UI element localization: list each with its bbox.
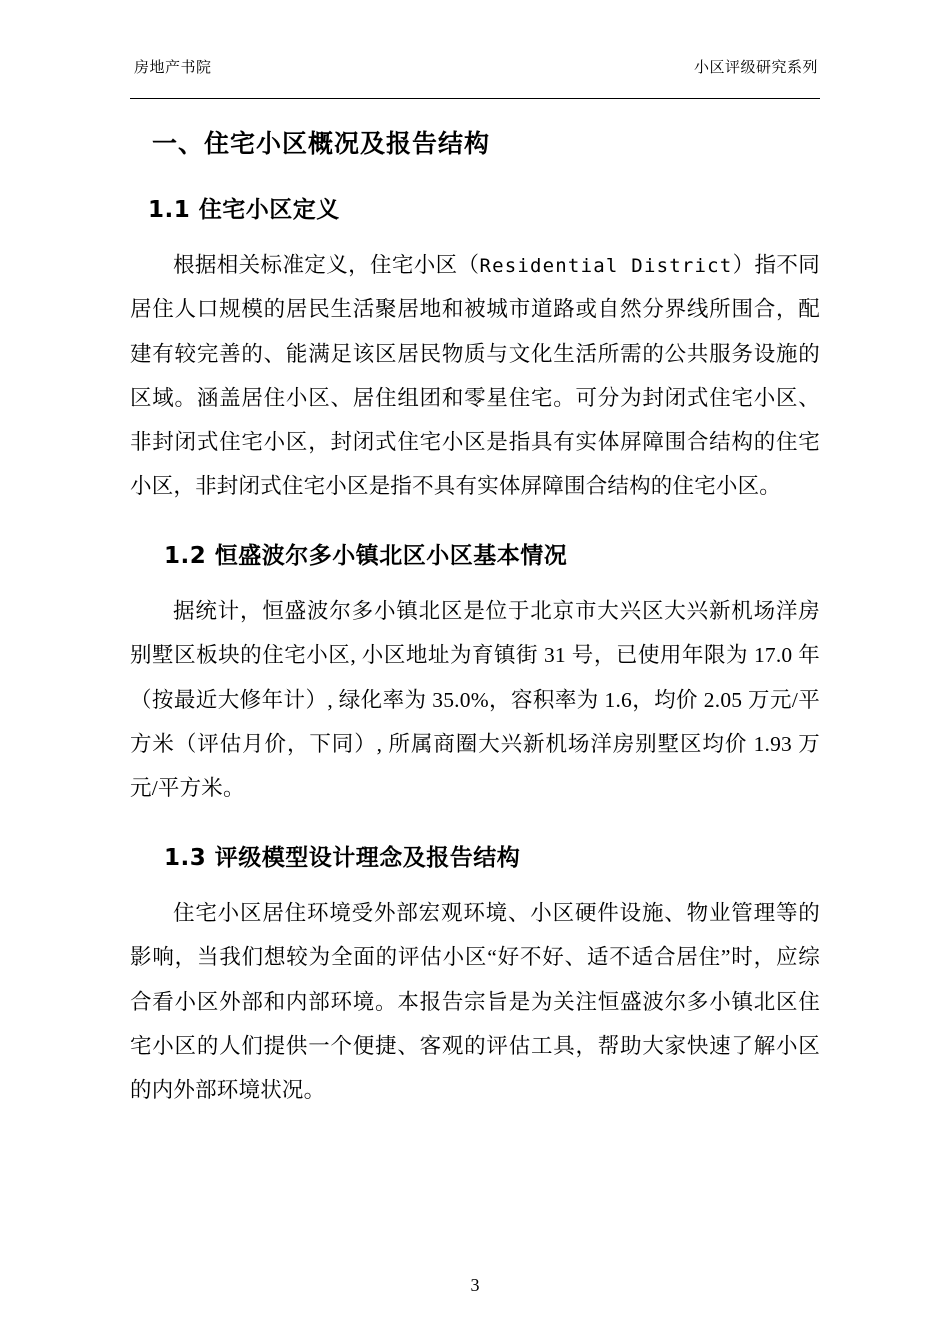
paragraph-1-3: 住宅小区居住环境受外部宏观环境、小区硬件设施、物业管理等的影响，当我们想较为全面的评估小区“好不好、适不适合居住”时，应综合看小区外部和内部环境。本报告宗旨是为关注恒盛波尔多小镇北区住宅小区的人们提供一个便捷、客观的评估工具，帮助大家快速了解小区的内外部环境状况。 [130,901,820,1103]
header-right-text: 小区评级研究系列 [693,58,818,76]
section-heading-1-1: 1.1 住宅小区定义 [148,196,340,223]
header-left-text: 房地产书院 [134,58,212,76]
section-heading-1-2: 1.2 恒盛波尔多小镇北区小区基本情况 [164,542,568,569]
paragraph-1-1-prefix: 根据相关标准定义，住宅小区（ [173,253,480,277]
document-body [130,125,820,1113]
paragraph-1-1-suffix: ）指不同居住人口规模的居民生活聚居地和被城市道路或自然分界线所围合，配建有较完善的、能满足该区居民物质与文化生活所需的公共服务设施的区域。涵盖居住小区、居住组团和零星住宅。可分为封闭式住宅小区、非封闭式住宅小区，封闭式住宅小区是指具有实体屏障围合结构的住宅小区，非封闭式住宅小区是指不具有实体屏障围合结构的住宅小区。 [130,253,820,499]
paragraph-1-2: 据统计，恒盛波尔多小镇北区是位于北京市大兴区大兴新机场洋房别墅区板块的住宅小区, 小区地址为育镇街 31 号，已使用年限为 17.0 年（按最近大修年计）, 绿化率为 35.0%，容积率为 1.6，均价 2.05 万元/平方米（评估月价，下同）, 所属商圈大兴新机场洋房别墅区均价 1.93 万元/平方米。 [130,599,820,801]
paragraph-1-1 [130,243,820,509]
running-header [130,56,820,99]
paragraph-1-1-latin-term: Residential District [479,255,733,277]
chapter-title: 一、住宅小区概况及报告结构 [152,129,491,158]
page-number: 3 [470,1275,480,1295]
section-heading-1-3: 1.3 评级模型设计理念及报告结构 [164,844,521,871]
